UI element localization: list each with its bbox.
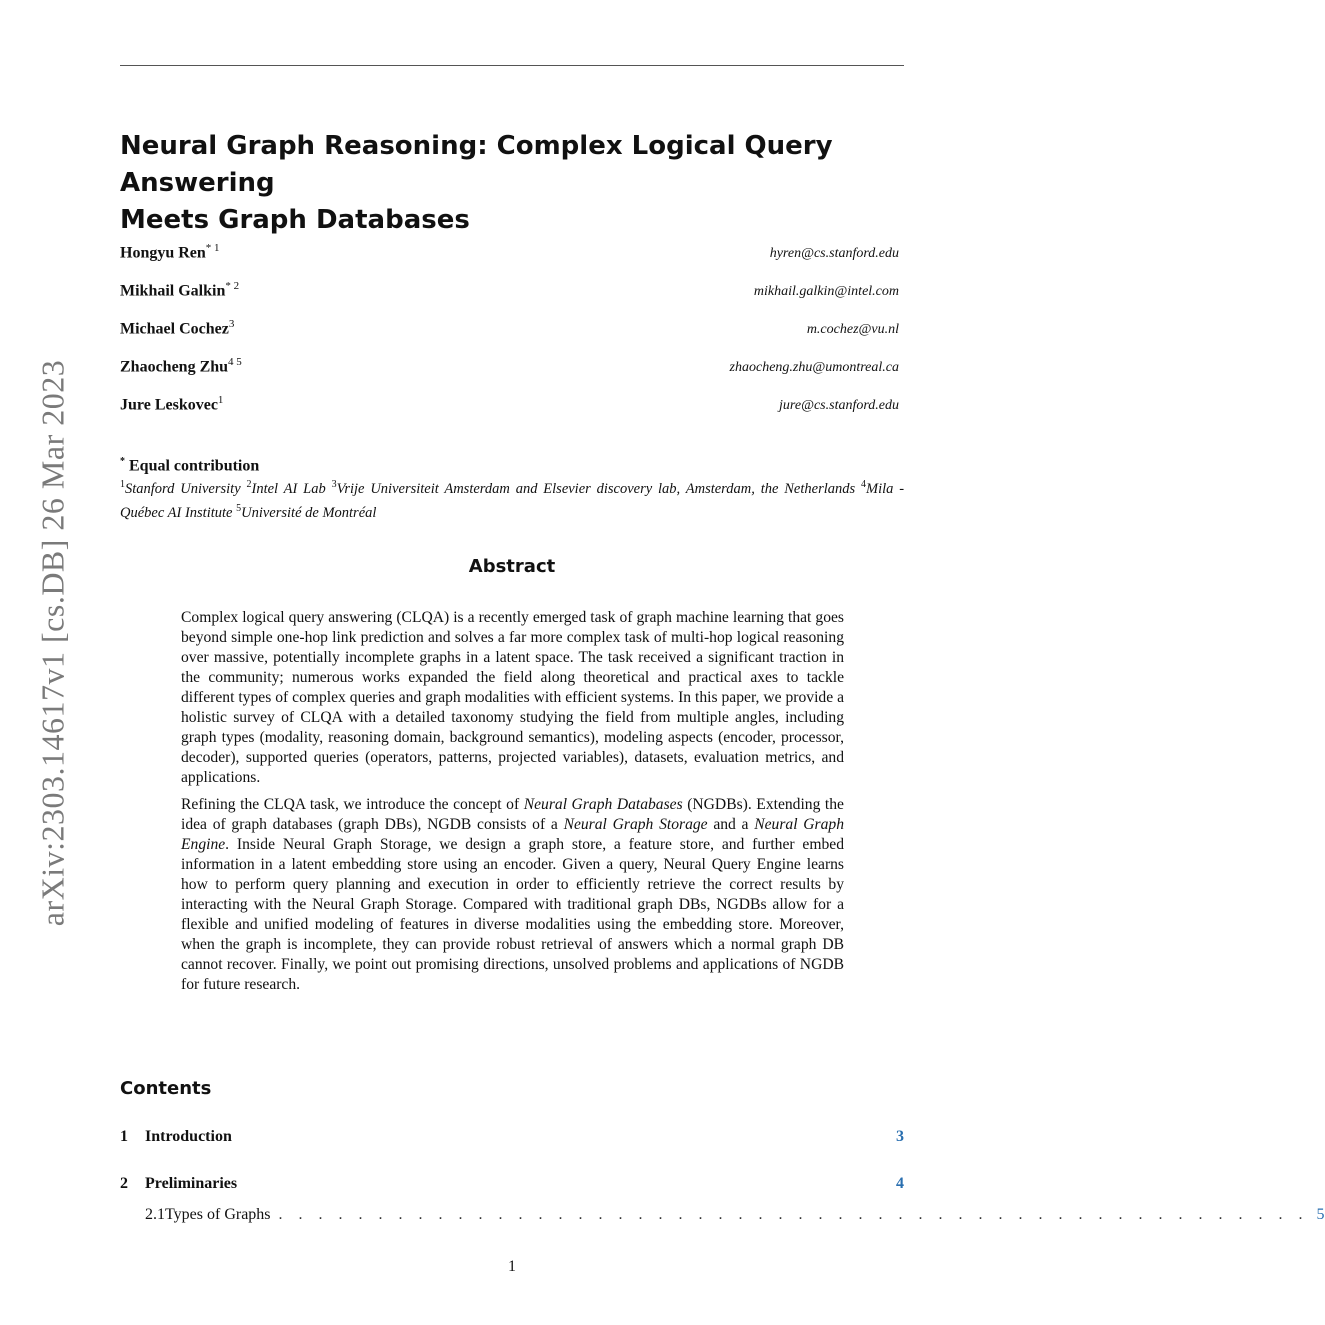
toc-page-link[interactable]: 4 <box>896 1175 904 1192</box>
contents-heading: Contents <box>120 1078 212 1099</box>
toc-entry-introduction[interactable] <box>120 1128 904 1146</box>
affiliation: Vrije Universiteit Amsterdam and Elsevier discovery lab, Amsterdam, the Netherlands <box>336 481 856 498</box>
affiliation: Mila - Québec AI Institute <box>120 481 905 521</box>
author-name: Mikhail Galkin$^{* 2}$ <box>120 280 240 300</box>
author-list <box>120 242 899 432</box>
affiliation: Stanford University <box>125 481 241 498</box>
author-affil-sup: 1 <box>217 394 224 406</box>
affiliation: Intel AI Lab <box>251 481 326 498</box>
abstract-paragraph-1: Complex logical query answering (CLQA) is a recently emerged task of graph machine learning that goes beyond simple one-hop link prediction and solves a far more complex task of multi-hop logical reasoning over massive, potentially incomplete graphs in a latent space. The task received a significant traction in the community; numerous works expanded the field along theoretical and practical axes to tackle different types of complex queries and graph modalities with efficient systems. In this paper, we provide a holistic survey of CLQA with a detailed taxonomy studying the field from multiple angles, including graph types (modality, reasoning domain, background semantics), modeling aspects (encoder, processor, decoder), supported queries (operators, patterns, projected variables), datasets, evaluation metrics, and applications. <box>181 609 844 786</box>
toc-page-link[interactable]: 5 <box>1316 1206 1325 1223</box>
abstract-heading: Abstract <box>468 556 556 577</box>
arxiv-stamp[interactable]: arXiv:2303.14617v1 [cs.DB] 26 Mar 2023 <box>34 359 71 927</box>
author-name: Hongyu Ren$^{* 1}$ <box>120 242 220 262</box>
author-affil-sup: * 1 <box>205 242 220 254</box>
affiliations-block <box>120 452 904 523</box>
abstract-paragraph-2: Refining the CLQA task, we introduce the concept of Neural Graph Databases (NGDBs). Extending the idea of graph databases (graph DBs), NGDB consists of a Neural Graph Storage and a Neural Graph Engine. Inside Neural Graph Storage, we design a graph store, a feature store, and further embed information in a latent embedding store using an encoder. Given a query, Neural Query Engine learns how to perform query planning and execution in order to efficiently retrieve the correct results by interacting with the Neural Graph Storage. Compared with traditional graph DBs, NGDBs allow for a flexible and unified modeling of features in diverse modalities using the embedding store. Moreover, when the graph is incomplete, they can provide robust retrieval of answers which a normal graph DB cannot recover. Finally, we point out promising directions, unsolved problems and applications of NGDB for future research. <box>181 796 844 993</box>
toc-leader-dots: . . . . . . . . . . . . . . . . . . . . . . . . . . . . . . . . . . . . . . . . . . . . . . . . . . . . <box>278 1206 1309 1223</box>
toc-label: Types of Graphs <box>165 1206 271 1223</box>
toc-label: Introduction <box>145 1128 232 1145</box>
author-email[interactable]: zhaocheng.zhu@umontreal.ca <box>729 360 899 376</box>
toc-number: 2 <box>120 1175 128 1192</box>
author-affil-sup: 3 <box>228 318 235 330</box>
toc-number: 2.1 <box>145 1206 165 1223</box>
title-line-2: Meets Graph Databases <box>120 205 470 235</box>
author-email[interactable]: mikhail.galkin@intel.com <box>753 284 899 300</box>
author-name: Jure Leskovec$^1$ <box>120 394 224 414</box>
header-rule <box>120 65 904 66</box>
toc-label: Preliminaries <box>145 1175 238 1192</box>
toc-entry-preliminaries[interactable] <box>120 1175 904 1193</box>
toc-number: 1 <box>120 1128 128 1145</box>
affiliation: Université de Montréal <box>241 504 377 521</box>
title-line-1: Neural Graph Reasoning: Complex Logical Query Answering <box>120 131 833 198</box>
author-email[interactable]: hyren@cs.stanford.edu <box>769 246 899 262</box>
abstract-body <box>181 608 844 1002</box>
paper-title <box>120 128 920 239</box>
equal-contribution-note: * Equal contribution <box>120 456 260 475</box>
toc-page-link[interactable]: 3 <box>896 1128 904 1145</box>
author-row <box>120 280 899 318</box>
author-row <box>120 356 899 394</box>
affiliation-lines: $^1$Stanford University $^2$Intel AI Lab $^3$Vrije Universiteit Amsterdam and Elsevier discovery lab, Amsterdam, the Netherlands $^4$Mila - Québec AI Institute $^5$Université de Montréal <box>120 479 905 521</box>
author-name: Zhaocheng Zhu$^{4 5}$ <box>120 356 242 376</box>
author-row <box>120 318 899 356</box>
author-affil-sup: 4 5 <box>228 356 242 368</box>
page-number: 1 <box>508 1258 516 1275</box>
author-row <box>120 394 899 432</box>
author-affil-sup: * 2 <box>225 280 240 292</box>
toc-entry-types-of-graphs[interactable] <box>145 1206 1325 1224</box>
author-email[interactable]: jure@cs.stanford.edu <box>779 398 899 414</box>
author-name: Michael Cochez$^3$ <box>120 318 235 338</box>
author-email[interactable]: m.cochez@vu.nl <box>806 322 899 338</box>
author-row <box>120 242 899 280</box>
